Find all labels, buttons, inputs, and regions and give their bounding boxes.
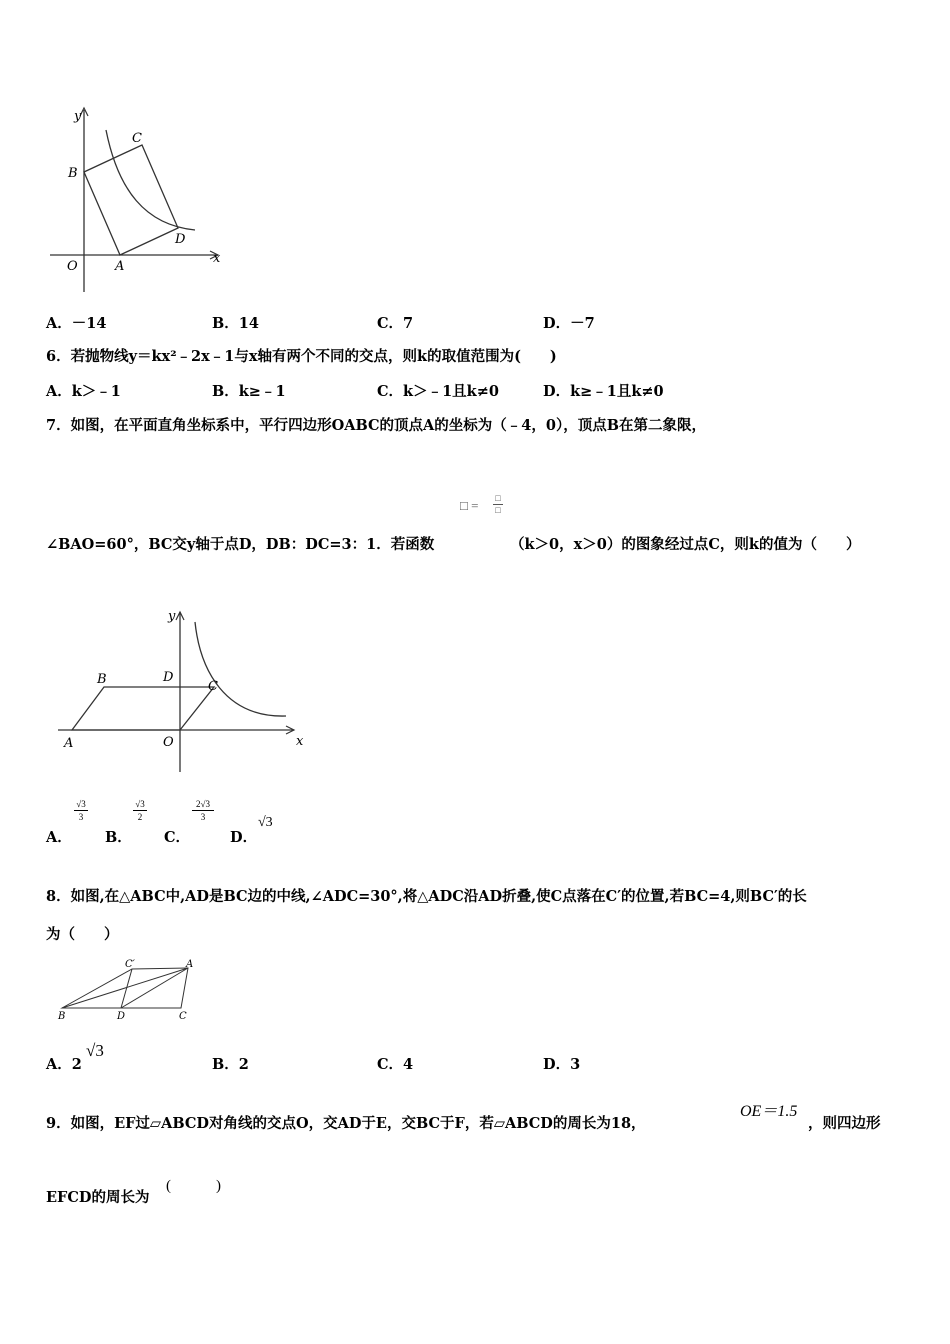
q8-option-a-label: A．2 — [46, 1056, 82, 1073]
label-o: O — [67, 259, 78, 274]
square-abcd — [84, 145, 178, 255]
label-x: x — [213, 251, 221, 266]
q7-line2b: （k＞0，x＞0）的图象经过点C，则k的值为（ ） — [510, 536, 861, 553]
q8-line2: 为（ ） — [46, 926, 119, 943]
formula-left: □ — [460, 498, 468, 513]
label-c: C — [208, 679, 218, 694]
label-a: A — [115, 259, 125, 274]
q8-option-c: C．4 — [377, 1056, 414, 1073]
figure-q5-coordinate-square — [40, 100, 240, 300]
q5-option-c: C．7 — [377, 315, 414, 332]
q7-option-a-numerator: √3 — [76, 799, 86, 809]
q7-option-c-fraction — [192, 798, 214, 823]
formula-eq: = — [471, 498, 479, 513]
label-b: B — [68, 166, 78, 181]
q9-answer-paren: ( ) — [166, 1178, 221, 1194]
label-y: y — [74, 109, 82, 124]
q7-option-b-numerator: √3 — [135, 799, 145, 809]
label-b: B — [58, 1011, 66, 1022]
q5-option-a: A．－14 — [46, 315, 107, 332]
q8-option-d: D．3 — [543, 1056, 581, 1073]
label-d: D — [117, 1011, 126, 1022]
q6-option-a: A．k＞﹣1 — [46, 383, 121, 400]
q7-option-c-denominator: 3 — [192, 810, 214, 823]
q7-formula — [460, 498, 478, 514]
q7-formula-fraction — [493, 493, 503, 516]
q9-formula: OE＝1.5 — [740, 1103, 798, 1120]
q9-line1b: ，则四边形 — [808, 1115, 881, 1132]
label-y: y — [168, 609, 176, 624]
q7-option-c-label: C． — [164, 829, 191, 846]
q7-option-d-label: D． — [230, 829, 258, 846]
label-d: D — [175, 232, 186, 247]
q7-option-a-label: A． — [46, 829, 72, 846]
q7-line2a: ∠BAO=60°，BC交y轴于点D，DB：DC=3：1．若函数 — [46, 536, 435, 553]
formula-numerator: □ — [495, 493, 501, 503]
q6-option-d: D．k≥﹣1且k≠0 — [543, 383, 664, 400]
q9-line1a: 9．如图，EF过▱ABCD对角线的交点O，交AD于E，交BC于F，若▱ABCD的周长为18， — [46, 1115, 646, 1132]
label-b: B — [97, 672, 107, 687]
q7-option-d-value: √3 — [258, 815, 273, 830]
figure-q7-parallelogram — [50, 600, 320, 780]
q7-option-c-numerator: 2√3 — [196, 799, 210, 809]
q7-line1: 7．如图，在平面直角坐标系中，平行四边形OABC的顶点A的坐标为（﹣4，0），顶点B在第二象限， — [46, 417, 706, 434]
label-c: C — [132, 131, 142, 146]
label-a: A — [186, 959, 194, 970]
q9-line2: EFCD的周长为 — [46, 1189, 150, 1206]
hyperbola — [195, 622, 286, 716]
q7-option-b-denominator: 2 — [133, 810, 147, 823]
q7-option-b-label: B． — [105, 829, 132, 846]
hyperbola — [106, 130, 195, 230]
label-o: O — [163, 735, 174, 750]
parallelogram-oabc — [72, 687, 214, 730]
q7-option-a-denominator: 3 — [74, 810, 88, 823]
label-d: D — [163, 670, 174, 685]
q6-option-c: C．k＞﹣1且k≠0 — [377, 383, 499, 400]
q8-line1: 8．如图,在△ABC中,AD是BC边的中线,∠ADC=30°,将△ADC沿AD折叠,使C点落在C′的位置,若BC=4,则BC′的长 — [46, 888, 807, 905]
q5-option-d: D．－7 — [543, 315, 595, 332]
label-a: A — [64, 736, 74, 751]
q6-option-b: B．k≥﹣1 — [212, 383, 286, 400]
label-c: C — [179, 1011, 187, 1022]
q6-stem: 6．若抛物线y＝kx²﹣2x﹣1与x轴有两个不同的交点，则k的取值范围为( ) — [46, 348, 557, 365]
figure-q8-triangle-fold — [55, 955, 215, 1025]
q5-option-b: B．14 — [212, 315, 259, 332]
formula-denominator: □ — [493, 504, 503, 516]
q8-option-b: B．2 — [212, 1056, 249, 1073]
label-x: x — [296, 734, 304, 749]
q8-option-a-sqrt: √3 — [86, 1041, 104, 1060]
q7-option-a-fraction — [74, 798, 88, 823]
q7-option-b-fraction — [133, 798, 147, 823]
label-c-prime: C′ — [125, 959, 135, 970]
